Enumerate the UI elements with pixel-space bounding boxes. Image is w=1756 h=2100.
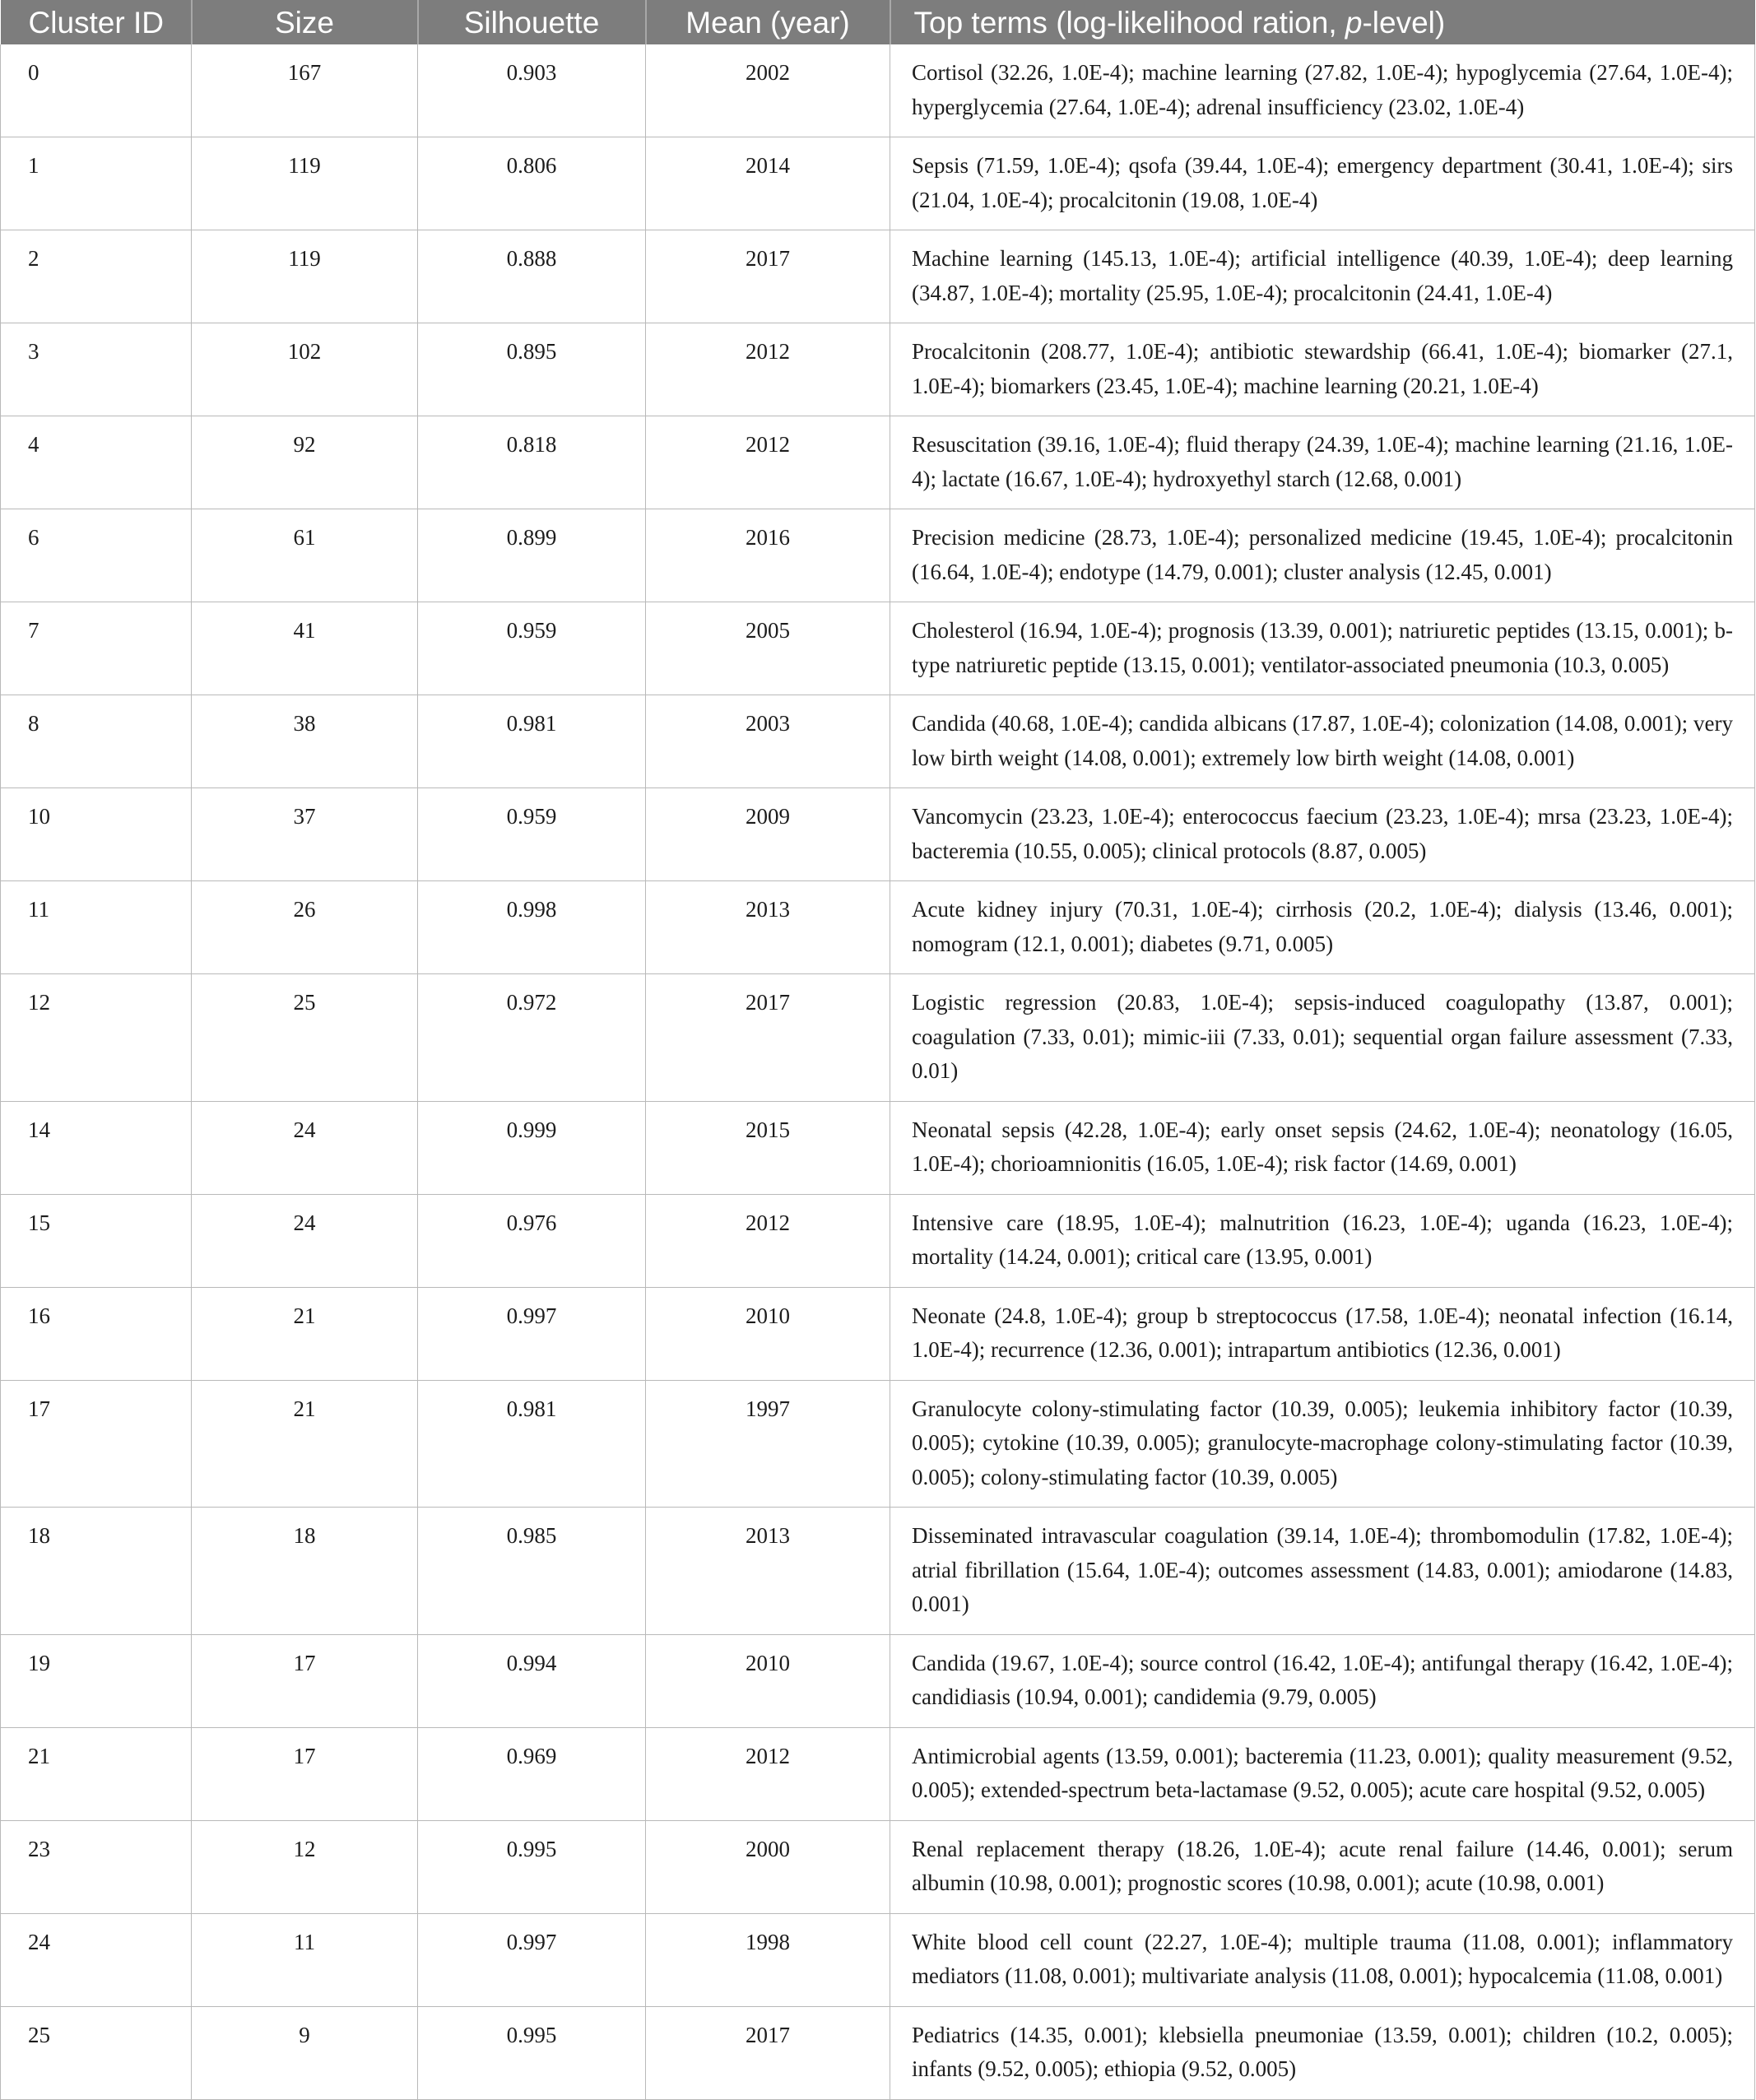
cell-silhouette: 0.972 [418, 974, 646, 1102]
cell-top-terms: Antimicrobial agents (13.59, 0.001); bacteremia (11.23, 0.001); quality measurement (9.52, 0.005); extended-spectrum beta-lactamase (9.52, 0.005); acute care hospital (9.52, 0.005) [890, 1727, 1755, 1820]
cell-silhouette: 0.981 [418, 1380, 646, 1508]
cell-silhouette: 0.994 [418, 1634, 646, 1727]
cell-size: 12 [192, 1820, 418, 1913]
cell-cluster-id: 8 [1, 695, 192, 788]
cell-cluster-id: 17 [1, 1380, 192, 1508]
cell-mean-year: 2015 [646, 1101, 890, 1194]
cell-cluster-id: 2 [1, 230, 192, 323]
cell-top-terms: Cortisol (32.26, 1.0E-4); machine learning (27.82, 1.0E-4); hypoglycemia (27.64, 1.0E-4); hyperglycemia (27.64, 1.0E-4); adrenal insufficiency (23.02, 1.0E-4) [890, 44, 1755, 137]
cell-top-terms: Disseminated intravascular coagulation (39.14, 1.0E-4); thrombomodulin (17.82, 1.0E-4); atrial fibrillation (15.64, 1.0E-4); outcomes assessment (14.83, 0.001); amiodarone (14.83, 0.001) [890, 1508, 1755, 1635]
cell-size: 119 [192, 137, 418, 230]
cell-top-terms: Procalcitonin (208.77, 1.0E-4); antibiotic stewardship (66.41, 1.0E-4); biomarker (27.1, 1.0E-4); biomarkers (23.45, 1.0E-4); machine learning (20.21, 1.0E-4) [890, 323, 1755, 416]
table-row [1, 509, 1755, 602]
cell-cluster-id: 4 [1, 416, 192, 509]
cell-cluster-id: 3 [1, 323, 192, 416]
table-row [1, 1820, 1755, 1913]
cell-mean-year: 2005 [646, 602, 890, 695]
cell-top-terms: Precision medicine (28.73, 1.0E-4); personalized medicine (19.45, 1.0E-4); procalcitonin (16.64, 1.0E-4); endotype (14.79, 0.001); cluster analysis (12.45, 0.001) [890, 509, 1755, 602]
cell-cluster-id: 16 [1, 1287, 192, 1380]
cell-mean-year: 2017 [646, 230, 890, 323]
cell-size: 21 [192, 1287, 418, 1380]
cell-size: 26 [192, 881, 418, 974]
cell-mean-year: 1997 [646, 1380, 890, 1508]
cell-size: 38 [192, 695, 418, 788]
cell-silhouette: 0.998 [418, 881, 646, 974]
cell-mean-year: 2013 [646, 881, 890, 974]
cell-mean-year: 1998 [646, 1913, 890, 2006]
header-top-terms-prefix: Top terms (log-likelihood ration, [913, 6, 1345, 39]
cell-top-terms: Cholesterol (16.94, 1.0E-4); prognosis (13.39, 0.001); natriuretic peptides (13.15, 0.001); b-type natriuretic peptide (13.15, 0.001); ventilator-associated pneumonia (10.3, 0.005) [890, 602, 1755, 695]
cell-size: 119 [192, 230, 418, 323]
cell-size: 102 [192, 323, 418, 416]
cell-top-terms: Intensive care (18.95, 1.0E-4); malnutrition (16.23, 1.0E-4); uganda (16.23, 1.0E-4); mortality (14.24, 0.001); critical care (13.95, 0.001) [890, 1194, 1755, 1287]
cell-silhouette: 0.997 [418, 1913, 646, 2006]
table-header [1, 0, 1755, 44]
cell-mean-year: 2013 [646, 1508, 890, 1635]
header-top-terms [890, 0, 1755, 44]
cell-silhouette: 0.999 [418, 1101, 646, 1194]
cell-size: 17 [192, 1634, 418, 1727]
cell-top-terms: Acute kidney injury (70.31, 1.0E-4); cirrhosis (20.2, 1.0E-4); dialysis (13.46, 0.001); nomogram (12.1, 0.001); diabetes (9.71, 0.005) [890, 881, 1755, 974]
header-top-terms-suffix: -level) [1362, 6, 1446, 39]
cell-cluster-id: 11 [1, 881, 192, 974]
cell-top-terms: Neonate (24.8, 1.0E-4); group b streptococcus (17.58, 1.0E-4); neonatal infection (16.14, 1.0E-4); recurrence (12.36, 0.001); intrapartum antibiotics (12.36, 0.001) [890, 1287, 1755, 1380]
cell-mean-year: 2010 [646, 1287, 890, 1380]
cell-cluster-id: 19 [1, 1634, 192, 1727]
cell-size: 37 [192, 788, 418, 881]
cell-silhouette: 0.997 [418, 1287, 646, 1380]
cell-cluster-id: 14 [1, 1101, 192, 1194]
table-row [1, 1194, 1755, 1287]
cell-mean-year: 2010 [646, 1634, 890, 1727]
cell-top-terms: Candida (40.68, 1.0E-4); candida albicans (17.87, 1.0E-4); colonization (14.08, 0.001); very low birth weight (14.08, 0.001); extremely low birth weight (14.08, 0.001) [890, 695, 1755, 788]
table-row [1, 881, 1755, 974]
cell-size: 25 [192, 974, 418, 1102]
cell-mean-year: 2012 [646, 1194, 890, 1287]
table-body [1, 44, 1755, 2099]
cell-mean-year: 2009 [646, 788, 890, 881]
cell-top-terms: Sepsis (71.59, 1.0E-4); qsofa (39.44, 1.0E-4); emergency department (30.41, 1.0E-4); sirs (21.04, 1.0E-4); procalcitonin (19.08, 1.0E-4) [890, 137, 1755, 230]
cell-cluster-id: 0 [1, 44, 192, 137]
header-cluster-id: Cluster ID [1, 0, 192, 44]
cell-size: 167 [192, 44, 418, 137]
cell-top-terms: Resuscitation (39.16, 1.0E-4); fluid therapy (24.39, 1.0E-4); machine learning (21.16, 1.0E-4); lactate (16.67, 1.0E-4); hydroxyethyl starch (12.68, 0.001) [890, 416, 1755, 509]
cell-top-terms: Candida (19.67, 1.0E-4); source control (16.42, 1.0E-4); antifungal therapy (16.42, 1.0E-4); candidiasis (10.94, 0.001); candidemia (9.79, 0.005) [890, 1634, 1755, 1727]
cell-size: 61 [192, 509, 418, 602]
table-row [1, 323, 1755, 416]
cell-mean-year: 2012 [646, 323, 890, 416]
cell-cluster-id: 24 [1, 1913, 192, 2006]
table-row [1, 2006, 1755, 2099]
header-row [1, 0, 1755, 44]
cell-mean-year: 2017 [646, 974, 890, 1102]
cell-cluster-id: 7 [1, 602, 192, 695]
cell-mean-year: 2002 [646, 44, 890, 137]
cell-cluster-id: 23 [1, 1820, 192, 1913]
cell-silhouette: 0.981 [418, 695, 646, 788]
cell-size: 24 [192, 1101, 418, 1194]
cell-silhouette: 0.903 [418, 44, 646, 137]
cell-size: 24 [192, 1194, 418, 1287]
cell-size: 41 [192, 602, 418, 695]
header-silhouette: Silhouette [418, 0, 646, 44]
cell-mean-year: 2017 [646, 2006, 890, 2099]
cell-cluster-id: 25 [1, 2006, 192, 2099]
cell-mean-year: 2012 [646, 416, 890, 509]
table-row [1, 695, 1755, 788]
table-row [1, 1727, 1755, 1820]
table-row [1, 1287, 1755, 1380]
table-row [1, 137, 1755, 230]
cell-size: 92 [192, 416, 418, 509]
cell-cluster-id: 21 [1, 1727, 192, 1820]
cell-cluster-id: 6 [1, 509, 192, 602]
cell-cluster-id: 12 [1, 974, 192, 1102]
header-mean-year: Mean (year) [646, 0, 890, 44]
cell-silhouette: 0.818 [418, 416, 646, 509]
table-row [1, 788, 1755, 881]
cell-size: 9 [192, 2006, 418, 2099]
cell-top-terms: Logistic regression (20.83, 1.0E-4); sepsis-induced coagulopathy (13.87, 0.001); coagulation (7.33, 0.01); mimic-iii (7.33, 0.01); sequential organ failure assessment (7.33, 0.01) [890, 974, 1755, 1102]
cell-top-terms: Pediatrics (14.35, 0.001); klebsiella pneumoniae (13.59, 0.001); children (10.2, 0.005); infants (9.52, 0.005); ethiopia (9.52, 0.005) [890, 2006, 1755, 2099]
table-row [1, 1508, 1755, 1635]
cell-silhouette: 0.995 [418, 1820, 646, 1913]
cell-top-terms: Renal replacement therapy (18.26, 1.0E-4); acute renal failure (14.46, 0.001); serum albumin (10.98, 0.001); prognostic scores (10.98, 0.001); acute (10.98, 0.001) [890, 1820, 1755, 1913]
table-row [1, 1634, 1755, 1727]
cell-silhouette: 0.995 [418, 2006, 646, 2099]
cell-silhouette: 0.899 [418, 509, 646, 602]
table-row [1, 1101, 1755, 1194]
cell-cluster-id: 1 [1, 137, 192, 230]
cell-silhouette: 0.976 [418, 1194, 646, 1287]
cell-size: 11 [192, 1913, 418, 2006]
cell-silhouette: 0.959 [418, 602, 646, 695]
cell-top-terms: Neonatal sepsis (42.28, 1.0E-4); early onset sepsis (24.62, 1.0E-4); neonatology (16.05, 1.0E-4); chorioamnionitis (16.05, 1.0E-4); risk factor (14.69, 0.001) [890, 1101, 1755, 1194]
cell-silhouette: 0.806 [418, 137, 646, 230]
cell-silhouette: 0.959 [418, 788, 646, 881]
cell-top-terms: Machine learning (145.13, 1.0E-4); artificial intelligence (40.39, 1.0E-4); deep learning (34.87, 1.0E-4); mortality (25.95, 1.0E-4); procalcitonin (24.41, 1.0E-4) [890, 230, 1755, 323]
cell-cluster-id: 15 [1, 1194, 192, 1287]
cell-cluster-id: 10 [1, 788, 192, 881]
cell-silhouette: 0.895 [418, 323, 646, 416]
table-row [1, 974, 1755, 1102]
cell-size: 21 [192, 1380, 418, 1508]
cell-top-terms: Granulocyte colony-stimulating factor (10.39, 0.005); leukemia inhibitory factor (10.39, 0.005); cytokine (10.39, 0.005); granulocyte-macrophage colony-stimulating factor (10.39, 0.005); colony-stimulating factor (10.39, 0.005) [890, 1380, 1755, 1508]
table-row [1, 230, 1755, 323]
cell-silhouette: 0.969 [418, 1727, 646, 1820]
cell-silhouette: 0.888 [418, 230, 646, 323]
cell-size: 17 [192, 1727, 418, 1820]
cell-top-terms: Vancomycin (23.23, 1.0E-4); enterococcus faecium (23.23, 1.0E-4); mrsa (23.23, 1.0E-4); bacteremia (10.55, 0.005); clinical protocols (8.87, 0.005) [890, 788, 1755, 881]
table-row [1, 416, 1755, 509]
cell-mean-year: 2012 [646, 1727, 890, 1820]
cell-cluster-id: 18 [1, 1508, 192, 1635]
cell-silhouette: 0.985 [418, 1508, 646, 1635]
table-row [1, 602, 1755, 695]
cell-mean-year: 2000 [646, 1820, 890, 1913]
cell-mean-year: 2003 [646, 695, 890, 788]
table-row [1, 44, 1755, 137]
cell-top-terms: White blood cell count (22.27, 1.0E-4); multiple trauma (11.08, 0.001); inflammatory mediators (11.08, 0.001); multivariate analysis (11.08, 0.001); hypocalcemia (11.08, 0.001) [890, 1913, 1755, 2006]
cell-mean-year: 2016 [646, 509, 890, 602]
header-size: Size [192, 0, 418, 44]
table-row [1, 1913, 1755, 2006]
table-row [1, 1380, 1755, 1508]
cell-size: 18 [192, 1508, 418, 1635]
header-top-terms-p: p [1345, 6, 1363, 39]
cell-mean-year: 2014 [646, 137, 890, 230]
